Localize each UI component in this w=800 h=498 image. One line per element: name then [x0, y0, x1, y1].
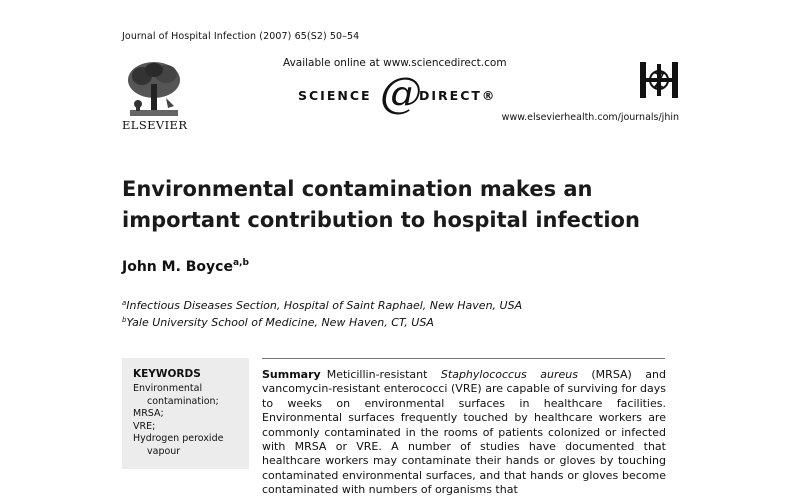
keyword-item: Environmental contamination;: [133, 383, 219, 407]
sciencedirect-logo: [298, 68, 498, 117]
keyword-item: MRSA;: [133, 408, 164, 419]
keyword-item: VRE;: [133, 420, 156, 432]
summary-divider: [262, 358, 665, 359]
journal-url: www.elsevierhealth.com/journals/jhin: [501, 112, 679, 123]
summary-text-rest: (MRSA) and vancomycin-resistant enterococci (VRE) are capable of surviving for days to weeks on environmental surfaces in healthcare facilities. Environmental surfaces frequently touched by healthcare workers are commonly contaminated in the rooms of patients colonized or infected with MRSA or VRE. A number of studies have documented that healthcare workers may contaminate their hands or gloves by touching contaminated environmental surfaces, and that hands or gloves become contaminated with numbers of organisms that: [262, 368, 666, 497]
affiliation-item: [122, 296, 522, 313]
keywords-list: [133, 383, 249, 458]
summary-organism-name: Staphylococcus aureus: [440, 368, 578, 381]
sd-left-word: SCIENCE: [298, 88, 372, 103]
affiliation-mark: b: [122, 316, 127, 324]
author-affiliation-marks: a,b: [232, 258, 249, 268]
affiliation-text: Infectious Diseases Section, Hospital of Saint Raphael, New Haven, USA: [126, 299, 523, 312]
affiliation-text: Yale University School of Medicine, New Haven, CT, USA: [126, 316, 434, 329]
affiliation-item: [122, 313, 522, 330]
author-line: [122, 258, 249, 275]
author-name: John M. Boyce: [122, 259, 233, 275]
summary-paragraph: [262, 368, 666, 498]
available-online-text: Available online at www.sciencedirect.com: [283, 57, 507, 69]
sd-right-word: DIRECT®: [419, 88, 497, 103]
affiliation-mark: a: [122, 299, 127, 307]
keywords-heading: KEYWORDS: [133, 368, 201, 380]
sd-at-symbol: @: [380, 68, 422, 117]
keywords-box: [122, 358, 249, 469]
summary-label: Summary: [262, 368, 321, 381]
his-society-logo-icon: [638, 60, 680, 100]
article-title: Environmental contamination makes an important contribution to hospital infection: [122, 177, 640, 232]
journal-reference: Journal of Hospital Infection (2007) 65(S2) 50–54: [122, 31, 360, 42]
summary-text-start: Meticillin-resistant: [326, 368, 441, 381]
affiliations: [122, 296, 522, 330]
publisher-wordmark: ELSEVIER: [122, 118, 188, 132]
keyword-item: Hydrogen peroxide vapour: [133, 433, 224, 457]
